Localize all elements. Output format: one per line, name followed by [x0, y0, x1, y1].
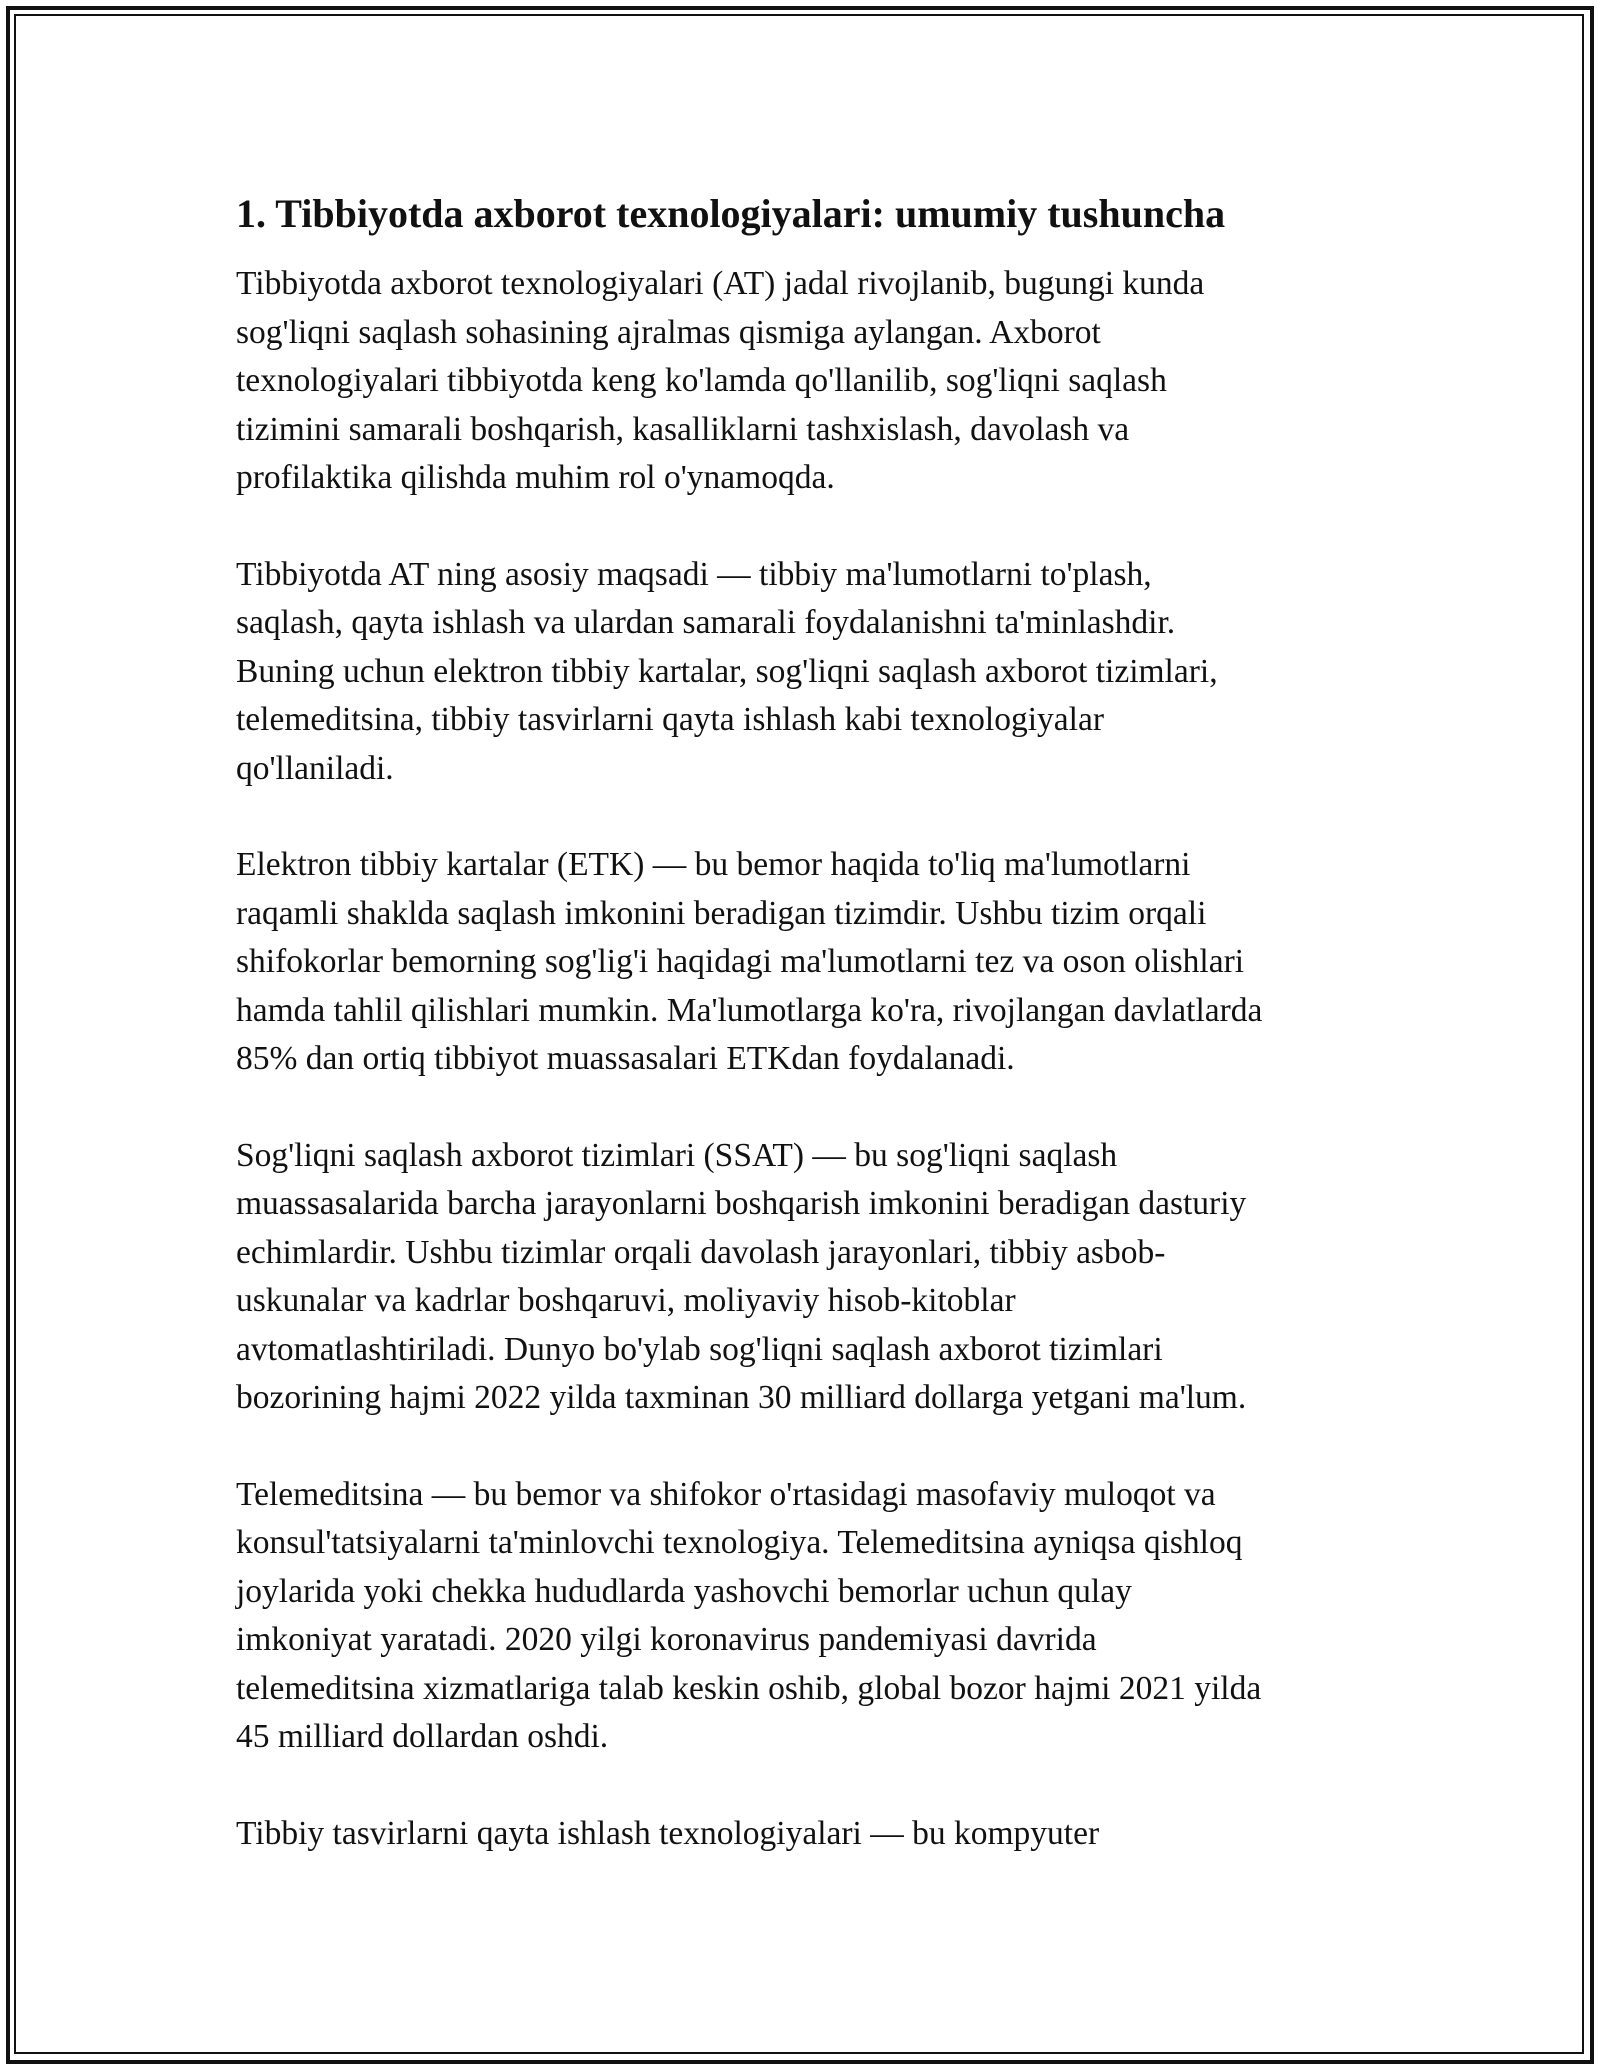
text-line: konsul'tatsiyalarni ta'minlovchi texnologiya. Telemeditsina ayniqsa qishloq	[236, 1524, 1243, 1561]
text-line: Telemeditsina — bu bemor va shifokor o'rtasidagi masofaviy muloqot va	[236, 1475, 1216, 1513]
paragraph-telemedicine	[236, 1471, 1366, 1762]
text-line: tizimini samarali boshqarish, kasalliklarni tashxislash, davolash va	[236, 410, 1130, 448]
text-line: telemeditsina, tibbiy tasvirlarni qayta ishlash kabi texnologiyalar	[236, 701, 1104, 738]
text-line: raqamli shaklda saqlash imkonini beradigan tizimdir. Ushbu tizim orqali	[236, 894, 1207, 932]
text-line: avtomatlashtiriladi. Dunyo bo'ylab sog'liqni saqlash axborot tizimlari	[236, 1330, 1163, 1368]
text-line: shifokorlar bemorning sog'lig'i haqidagi ma'lumotlarni tez va oson olishlari	[236, 943, 1245, 980]
text-line: profilaktika qilishda muhim rol o'ynamoqda.	[236, 459, 835, 496]
text-line: imkoniyat yaratadi. 2020 yilgi koronavirus pandemiyasi davrida	[236, 1621, 1097, 1658]
paragraph-etk	[236, 841, 1366, 1084]
text-line: telemeditsina xizmatlariga talab keskin oshib, global bozor hajmi 2021 yilda	[236, 1669, 1262, 1707]
text-line: Tibbiyotda AT ning asosiy maqsadi — tibbiy ma'lumotlarni to'plash,	[236, 555, 1152, 593]
text-line: Buning uchun elektron tibbiy kartalar, sog'liqni saqlash axborot tizimlari,	[236, 652, 1218, 690]
text-line: 85% dan ortiq tibbiyot muassasalari ETKdan foydalanadi.	[236, 1040, 1015, 1077]
text-line: uskunalar va kadrlar boshqaruvi, moliyaviy hisob-kitoblar	[236, 1282, 1016, 1319]
text-line: Tibbiyotda axborot texnologiyalari (AT) jadal rivojlanib, bugungi kunda	[236, 265, 1205, 302]
paragraph-intro	[236, 260, 1366, 503]
paragraph-imaging	[236, 1810, 1366, 1859]
text-line: hamda tahlil qilishlari mumkin. Ma'lumotlarga ko'ra, rivojlangan davlatlarda	[236, 991, 1263, 1029]
text-line: sog'liqni saqlash sohasining ajralmas qismiga aylangan. Axborot	[236, 313, 1101, 351]
text-line: Sog'liqni saqlash axborot tizimlari (SSAT) — bu sog'liqni saqlash	[236, 1136, 1118, 1174]
paragraph-ssat	[236, 1132, 1366, 1423]
paragraph-main-goal	[236, 551, 1366, 794]
text-line: 45 milliard dollardan oshdi.	[236, 1718, 609, 1755]
text-line: saqlash, qayta ishlash va ulardan samarali foydalanishni ta'minlashdir.	[236, 604, 1176, 641]
text-line: echimlardir. Ushbu tizimlar orqali davolash jarayonlari, tibbiy asbob-	[236, 1233, 1166, 1271]
text-line: qo'llaniladi.	[236, 749, 394, 787]
text-line: bozorining hajmi 2022 yilda taxminan 30 milliard dollarga yetgani ma'lum.	[236, 1379, 1247, 1416]
document-body	[236, 188, 1366, 1906]
text-line: joylarida yoki chekka hududlarda yashovchi bemorlar uchun qulay	[236, 1572, 1132, 1610]
text-line: Elektron tibbiy kartalar (ETK) — bu bemor haqida to'liq ma'lumotlarni	[236, 846, 1191, 883]
text-line: Tibbiy tasvirlarni qayta ishlash texnologiyalari — bu kompyuter	[236, 1814, 1100, 1852]
section-heading: 1. Tibbiyotda axborot texnologiyalari: umumiy tushuncha	[236, 191, 1226, 236]
text-line: texnologiyalari tibbiyotda keng ko'lamda qo'llanilib, sog'liqni saqlash	[236, 362, 1167, 399]
text-line: muassasalarida barcha jarayonlarni boshqarish imkonini beradigan dasturiy	[236, 1185, 1247, 1222]
